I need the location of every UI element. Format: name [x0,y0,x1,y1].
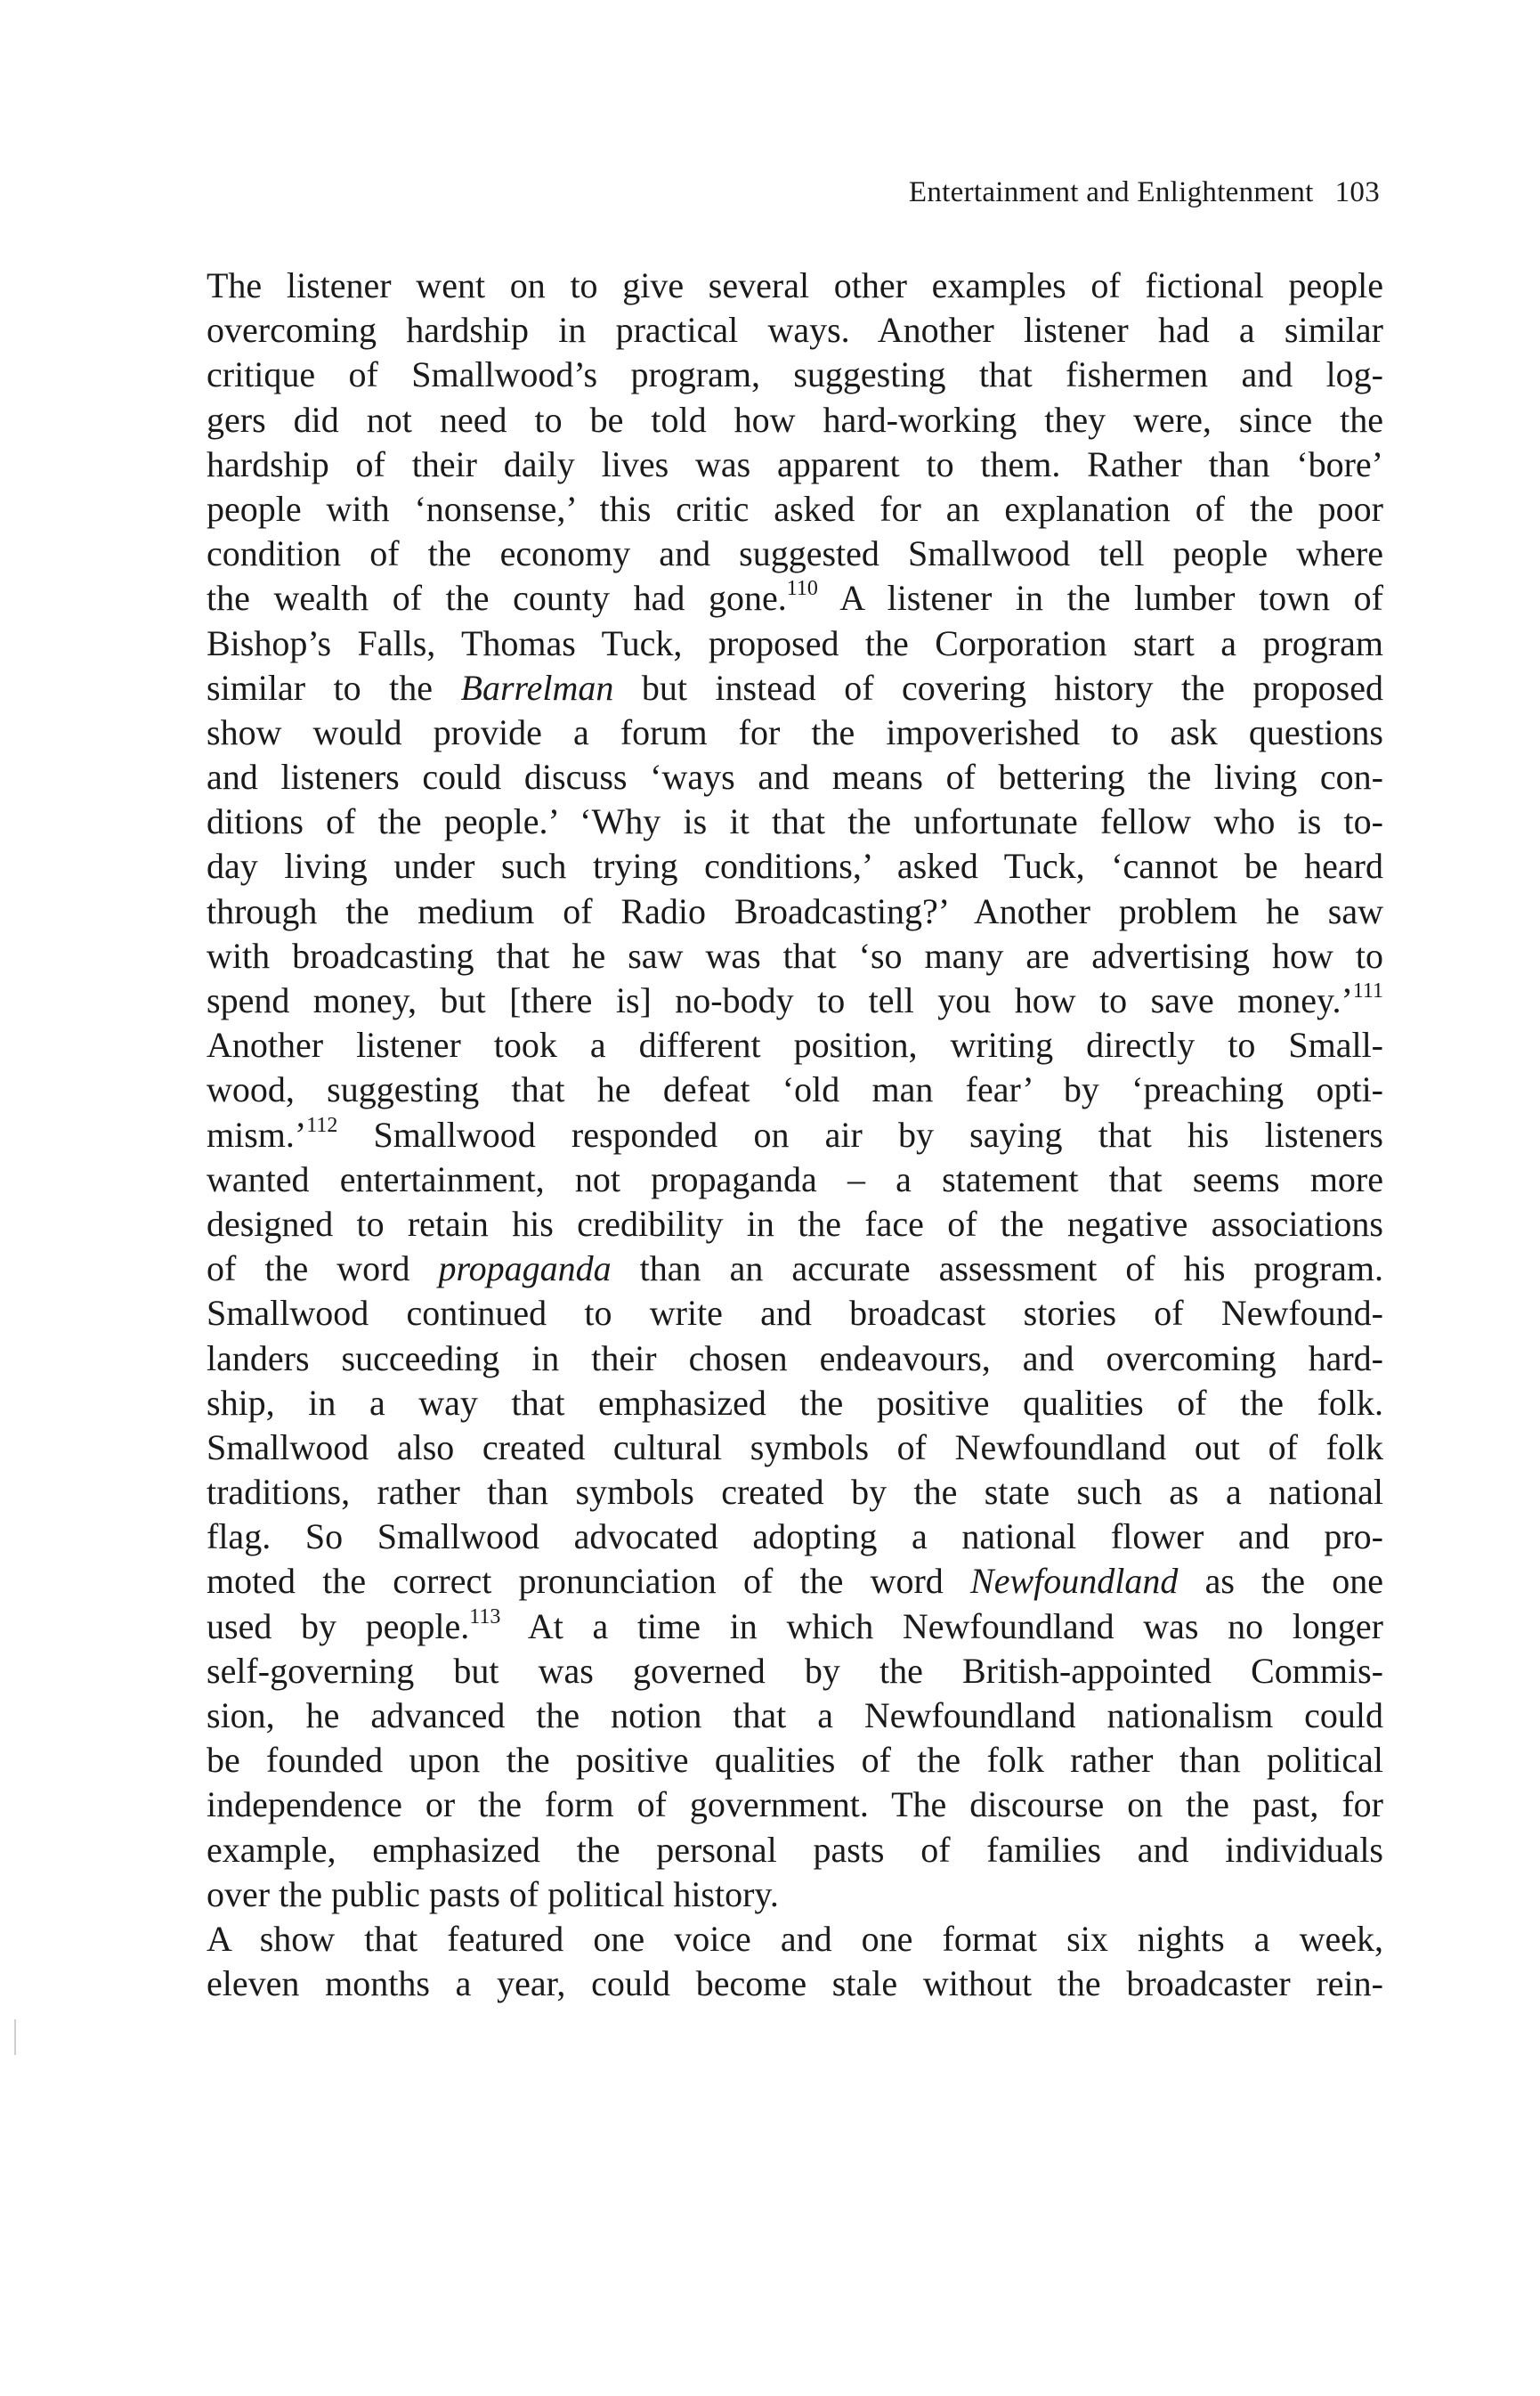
text-line [207,308,1383,353]
text-run: hardship of their daily lives was apparent to them. Rather than ‘bore’ [207,443,1383,484]
text-line [207,1470,1383,1515]
text-line [207,576,1383,621]
running-head [909,176,1380,209]
text-line [207,1068,1383,1112]
text-run: than an accurate assessment of his program. [611,1248,1383,1289]
text-line [207,1559,1383,1604]
paragraph [207,264,1383,1917]
text-run: people with ‘nonsense,’ this critic asked for an explanation of the poor [207,488,1383,529]
text-line [207,1247,1383,1291]
text-line [207,1113,1383,1157]
text-line [207,1336,1383,1381]
text-line [207,398,1383,443]
text-run: sion, he advanced the notion that a Newfoundland nationalism could [207,1695,1383,1735]
text-run: ditions of the people.’ ‘Why is it that the unfortunate fellow who is to- [207,801,1383,842]
text-run: example, emphasized the personal pasts of families and individuals [207,1829,1383,1870]
text-run: A show that featured one voice and one format six nights a week, [207,1918,1383,1959]
footnote-ref: 112 [306,1113,338,1137]
text-run: as the one [1178,1561,1383,1602]
text-line [207,1604,1383,1649]
text-run: the wealth of the county had gone. [207,578,787,619]
footnote-ref: 113 [469,1604,501,1628]
text-run: critique of Smallwood’s program, suggesting that fishermen and log- [207,354,1383,395]
text-run: used by people. [207,1605,470,1646]
text-run: but instead of covering history the proposed [613,667,1384,708]
text-run: spend money, but [there is] no-body to tell you how to save money.’ [207,980,1353,1020]
text-run: wanted entertainment, not propaganda – a statement that seems more [207,1158,1383,1199]
text-line [207,1381,1383,1425]
text-line [207,1291,1383,1336]
text-line [207,1157,1383,1202]
italic-term: Barrelman [460,667,614,708]
text-line [207,934,1383,979]
footnote-ref: 111 [1352,979,1383,1003]
text-line [207,1917,1383,1961]
text-run: The listener went on to give several other examples of fictional people [207,265,1383,305]
text-run: eleven months a year, could become stale without the broadcaster rein- [207,1963,1383,2004]
text-line [207,1872,1383,1917]
text-run: Another listener took a different position, writing directly to Small- [207,1025,1383,1066]
text-run: through the medium of Radio Broadcasting?’ Another problem he saw [207,890,1383,931]
text-line [207,487,1383,532]
text-line [207,1023,1383,1068]
text-run: gers did not need to be told how hard-working they were, since the [207,399,1383,440]
text-line [207,1425,1383,1470]
italic-term: propaganda [438,1248,612,1289]
text-run: overcoming hardship in practical ways. Another listener had a similar [207,310,1383,351]
text-run: condition of the economy and suggested Smallwood tell people where [207,533,1383,574]
text-run: of the word [207,1248,439,1289]
text-run: self-governing but was governed by the British-appointed Commis- [207,1650,1383,1691]
text-line [207,1961,1383,2006]
text-run: A listener in the lumber town of [817,578,1383,619]
text-line [207,1738,1383,1783]
body-text [207,264,1383,2006]
text-run: At a time in which Newfoundland was no longer [500,1605,1383,1646]
text-line [207,621,1383,666]
paragraph [207,1917,1383,2006]
text-run: designed to retain his credibility in the face of the negative associations [207,1203,1383,1244]
text-line [207,1515,1383,1559]
text-run: flag. So Smallwood advocated adopting a national flower and pro- [207,1516,1383,1557]
text-run: moted the correct pronunciation of the word [207,1561,971,1602]
text-line [207,979,1383,1023]
text-line [207,666,1383,711]
text-line [207,264,1383,308]
text-line [207,844,1383,889]
text-run: wood, suggesting that he defeat ‘old man fear’ by ‘preaching opti- [207,1069,1383,1110]
text-line [207,800,1383,844]
text-run: with broadcasting that he saw was that ‘so many are advertising how to [207,935,1383,976]
page-number: 103 [1334,176,1380,208]
text-run: mism.’ [207,1114,307,1155]
text-line [207,1693,1383,1738]
footnote-ref: 110 [786,577,818,601]
text-line [207,353,1383,397]
text-run: independence or the form of government. The discourse on the past, for [207,1784,1383,1825]
text-line [207,755,1383,800]
text-line [207,443,1383,487]
text-line [207,711,1383,755]
text-line [207,1828,1383,1872]
text-line [207,889,1383,934]
text-run: show would provide a forum for the impoverished to ask questions [207,711,1383,752]
text-run: Smallwood also created cultural symbols of Newfoundland out of folk [207,1426,1383,1467]
text-run: similar to the [207,667,461,708]
text-run: landers succeeding in their chosen endeavours, and overcoming hard- [207,1337,1383,1378]
text-line [207,1202,1383,1247]
text-run: over the public pasts of political history. [207,1873,779,1914]
text-line [207,1649,1383,1693]
scan-margin-mark [14,2019,16,2055]
text-run: and listeners could discuss ‘ways and means of bettering the living con- [207,757,1383,798]
text-run: Smallwood continued to write and broadcast stories of Newfound- [207,1293,1383,1334]
text-run: ship, in a way that emphasized the positive qualities of the folk. [207,1382,1383,1423]
text-run: Bishop’s Falls, Thomas Tuck, proposed the Corporation start a program [207,622,1383,663]
text-run: traditions, rather than symbols created by the state such as a national [207,1472,1383,1513]
running-head-title: Entertainment and Enlightenment [908,176,1314,208]
text-run: Smallwood responded on air by saying that his listeners [337,1114,1383,1155]
text-run: be founded upon the positive qualities of the folk rather than political [207,1740,1383,1781]
text-line [207,532,1383,576]
italic-term: Newfoundland [970,1561,1179,1602]
text-run: day living under such trying conditions,’ asked Tuck, ‘cannot be heard [207,846,1383,887]
text-line [207,1783,1383,1827]
